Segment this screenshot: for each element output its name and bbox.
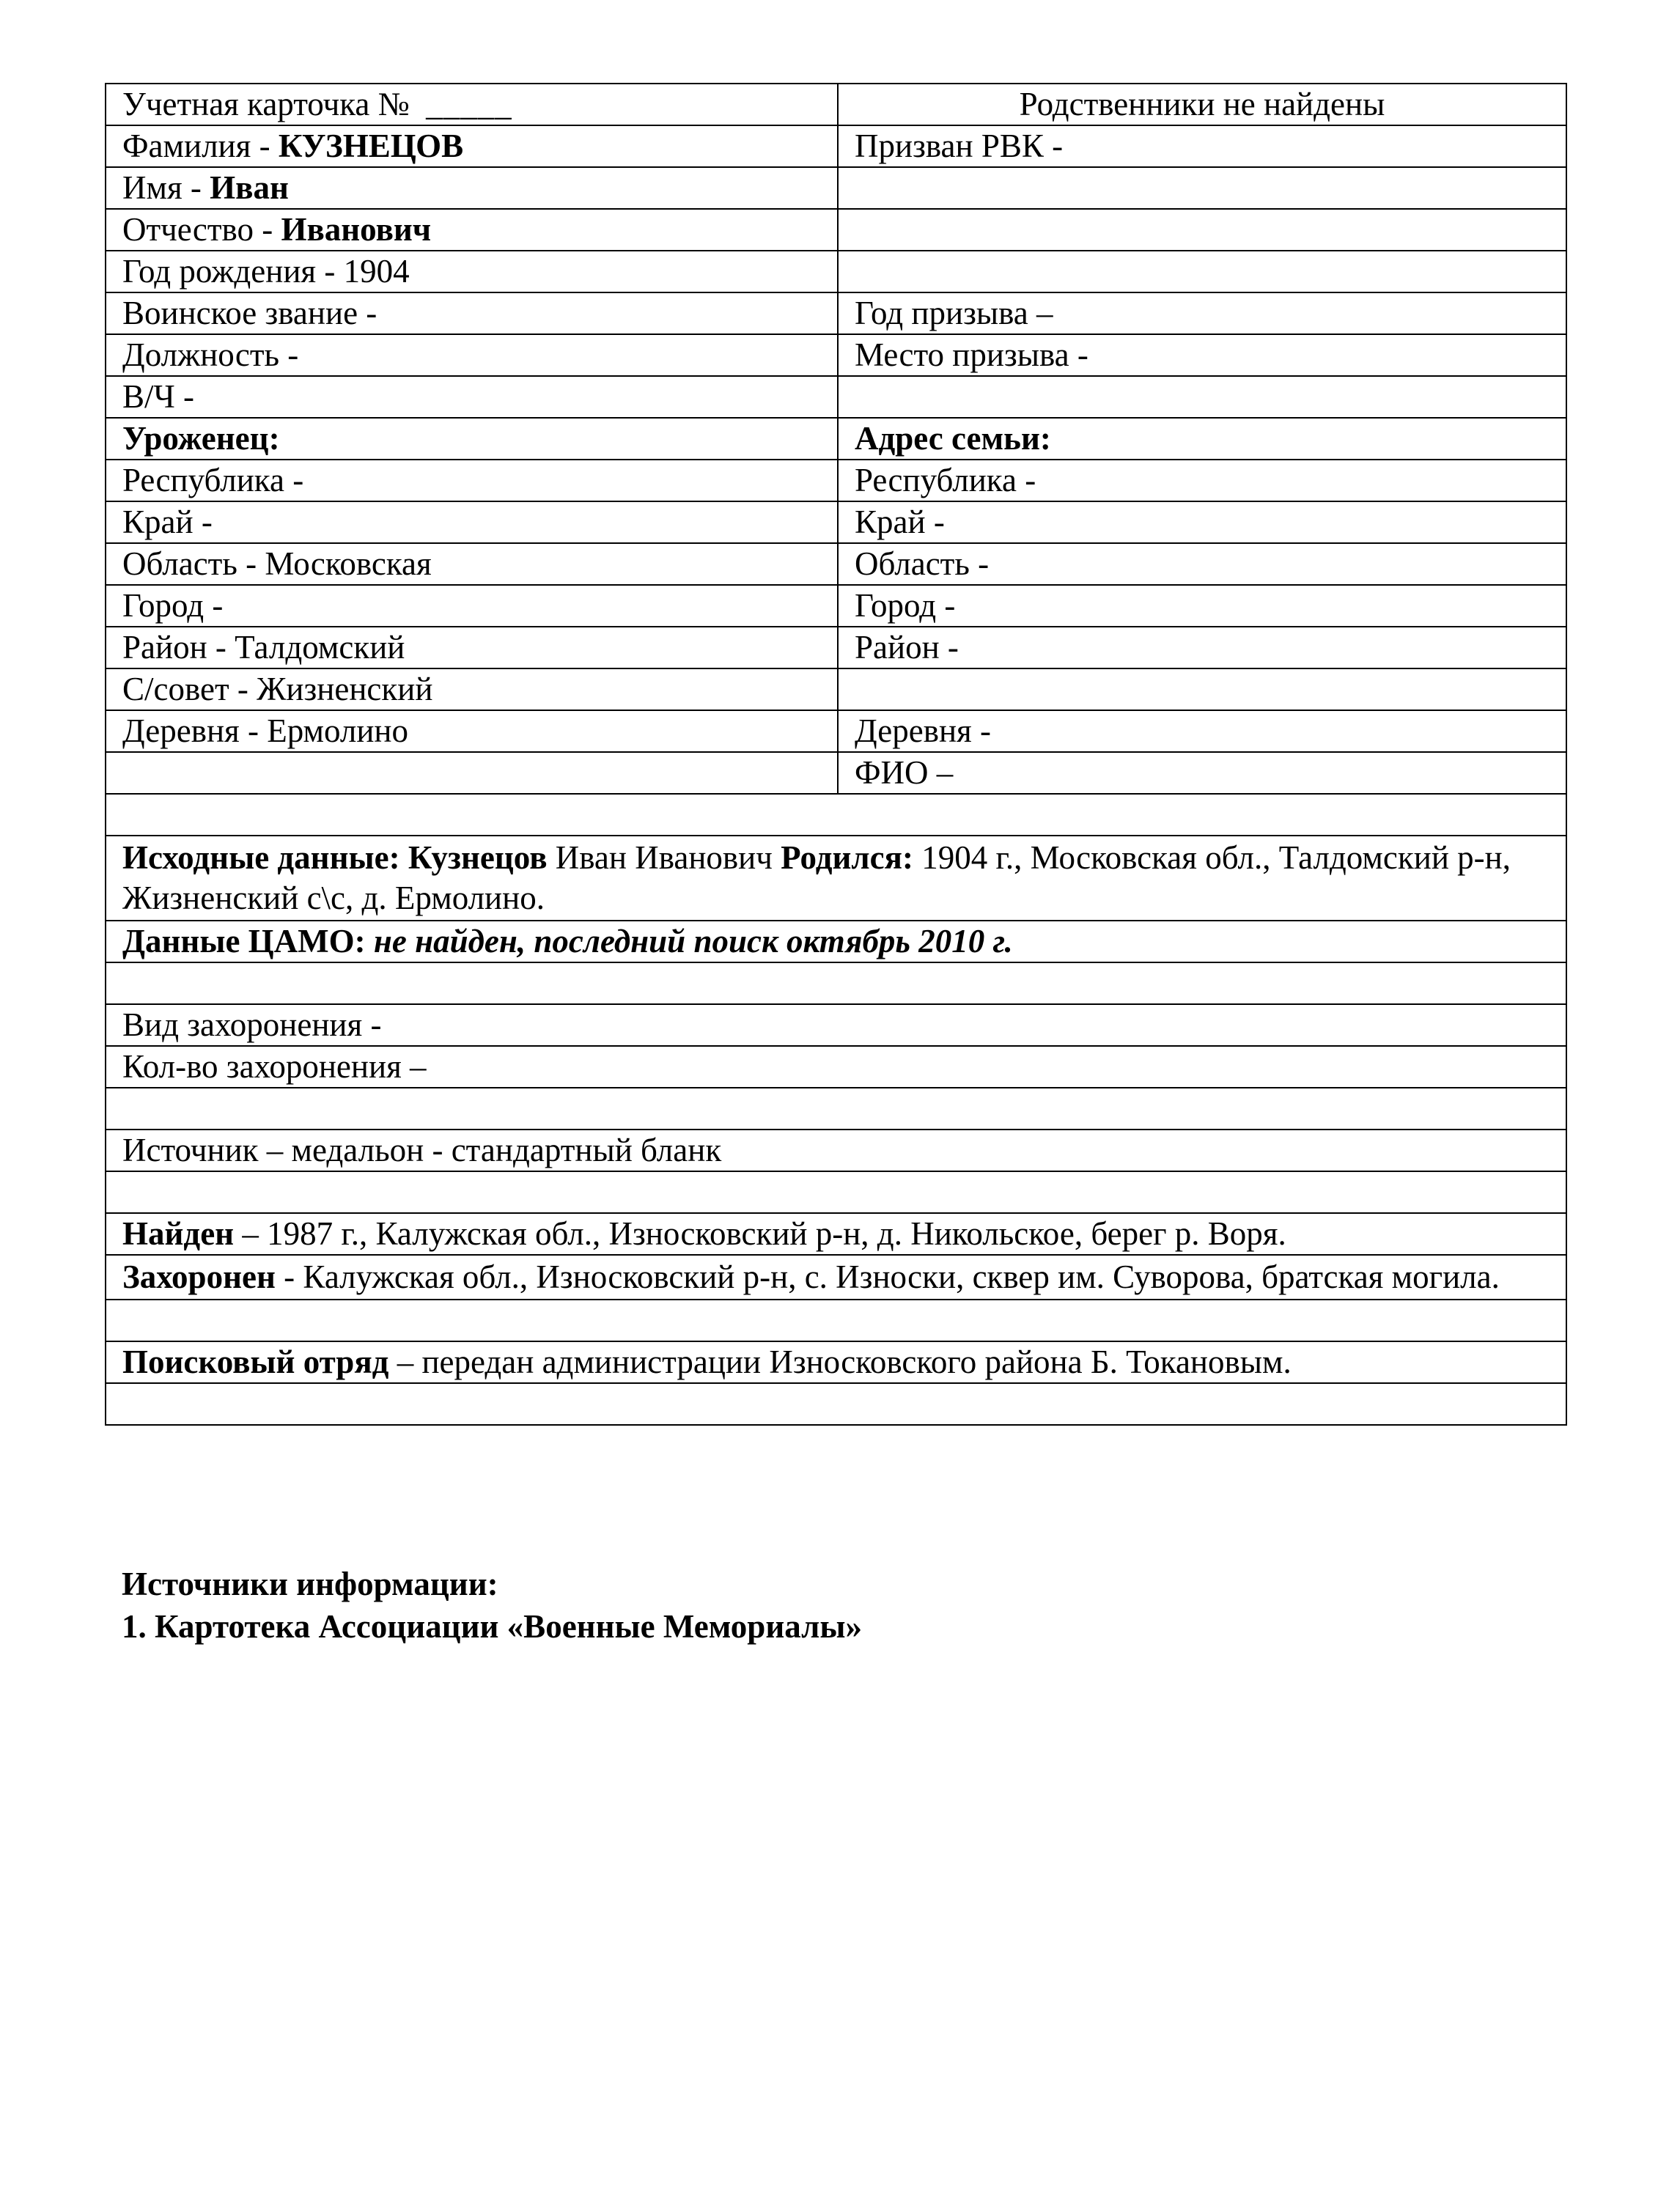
family-city: Город - — [838, 585, 1566, 627]
district-row — [106, 627, 1566, 668]
sources-heading: Источники информации: — [122, 1566, 498, 1602]
city-row — [106, 585, 1566, 627]
spacer-row — [106, 1088, 1566, 1130]
native-heading: Уроженец: — [106, 418, 838, 460]
position: Должность - — [106, 334, 838, 376]
found-row — [106, 1213, 1566, 1255]
patronymic-label: Отчество - — [122, 211, 281, 248]
empty-row — [106, 794, 1566, 836]
birth-year-row — [106, 251, 1566, 292]
krai-row — [106, 501, 1566, 543]
spacer-row — [106, 1300, 1566, 1341]
buried-row — [106, 1255, 1566, 1300]
source-data-label: Исходные данные: — [122, 839, 400, 876]
found-text: – 1987 г., Калужская обл., Износковский р-н, д. Никольское, берег р. Воря. — [234, 1215, 1286, 1252]
source-data-surname: Кузнецов — [408, 839, 548, 876]
family-oblast: Область - — [838, 543, 1566, 585]
family-village: Деревня - — [838, 710, 1566, 752]
buried-cell — [106, 1255, 1566, 1300]
sources-section — [122, 1563, 862, 1648]
tsamo-value: не найден, последний поиск октябрь 2010 г. — [373, 923, 1013, 959]
card-number-blank: _____ — [426, 86, 512, 122]
name-row — [106, 167, 1566, 209]
native-city: Город - — [106, 585, 838, 627]
empty-cell — [838, 167, 1566, 209]
empty-row — [106, 1300, 1566, 1341]
born-text: 1904 г., Московская обл., Талдомский р-н, Жизненский с\с, д. Ермолино. — [122, 839, 1511, 916]
found-label: Найден — [122, 1215, 235, 1252]
empty-cell — [838, 209, 1566, 251]
military-unit: В/Ч - — [106, 376, 838, 418]
search-team-row — [106, 1341, 1566, 1383]
position-row — [106, 334, 1566, 376]
spacer-row — [106, 1383, 1566, 1425]
burial-count: Кол-во захоронения – — [106, 1046, 1566, 1088]
spacer-row — [106, 794, 1566, 836]
draft-year: Год призыва – — [838, 292, 1566, 334]
burial-count-row — [106, 1046, 1566, 1088]
name-value: Иван — [210, 169, 289, 206]
empty-row — [106, 1171, 1566, 1213]
record-card-table — [105, 83, 1567, 1426]
republic-row — [106, 460, 1566, 501]
relatives-note: Родственники не найдены — [838, 84, 1566, 125]
search-team-label: Поисковый отряд — [122, 1344, 389, 1380]
family-krai: Край - — [838, 501, 1566, 543]
born-label: Родился: — [781, 839, 913, 876]
empty-row — [106, 962, 1566, 1004]
empty-cell — [106, 752, 838, 794]
sources-item: 1. Картотека Ассоциации «Военные Мемориалы» — [122, 1608, 863, 1645]
empty-row — [106, 1383, 1566, 1425]
oblast-row — [106, 543, 1566, 585]
village-row — [106, 710, 1566, 752]
name-label: Имя - — [122, 169, 210, 206]
info-source: Источник – медальон - стандартный бланк — [106, 1130, 1566, 1171]
empty-cell — [838, 376, 1566, 418]
tsamo-row — [106, 921, 1566, 962]
family-republic: Республика - — [838, 460, 1566, 501]
card-number-cell — [106, 84, 838, 125]
fio-row — [106, 752, 1566, 794]
military-rank: Воинское звание - — [106, 292, 838, 334]
spacer-row — [106, 962, 1566, 1004]
surname-row — [106, 125, 1566, 167]
empty-row — [106, 1088, 1566, 1130]
draft-place: Место призыва - — [838, 334, 1566, 376]
address-heading-row — [106, 418, 1566, 460]
search-team-text: – передан администрации Износковского района Б. Токановым. — [388, 1344, 1292, 1380]
name-cell — [106, 167, 838, 209]
conscripted-rvk: Призван РВК - — [838, 125, 1566, 167]
native-oblast: Область - Московская — [106, 543, 838, 585]
buried-text: - Калужская обл., Износковский р-н, с. Износки, сквер им. Суворова, братская могила. — [275, 1259, 1500, 1295]
empty-cell — [838, 668, 1566, 710]
native-village: Деревня - Ермолино — [106, 710, 838, 752]
native-district: Район - Талдомский — [106, 627, 838, 668]
surname-value: КУЗНЕЦОВ — [278, 128, 464, 164]
buried-label: Захоронен — [122, 1259, 276, 1295]
patronymic-value: Иванович — [281, 211, 432, 248]
source-row — [106, 1130, 1566, 1171]
family-district: Район - — [838, 627, 1566, 668]
card-number-label: Учетная карточка № — [122, 86, 410, 122]
tsamo-cell — [106, 921, 1566, 962]
family-address-heading: Адрес семьи: — [838, 418, 1566, 460]
native-republic: Республика - — [106, 460, 838, 501]
rank-row — [106, 292, 1566, 334]
source-data-name: Иван Иванович — [547, 839, 781, 876]
unit-row — [106, 376, 1566, 418]
selsovet-row — [106, 668, 1566, 710]
surname-cell — [106, 125, 838, 167]
patronymic-row — [106, 209, 1566, 251]
tsamo-label: Данные ЦАМО: — [122, 923, 366, 959]
family-fio: ФИО – — [838, 752, 1566, 794]
spacer-row — [106, 1171, 1566, 1213]
source-data-row — [106, 836, 1566, 921]
empty-cell — [838, 251, 1566, 292]
card-title-row — [106, 84, 1566, 125]
birth-year: Год рождения - 1904 — [106, 251, 838, 292]
burial-type: Вид захоронения - — [106, 1004, 1566, 1046]
source-data-cell — [106, 836, 1566, 921]
found-cell — [106, 1213, 1566, 1255]
search-team-cell — [106, 1341, 1566, 1383]
burial-type-row — [106, 1004, 1566, 1046]
surname-label: Фамилия - — [122, 128, 279, 164]
patronymic-cell — [106, 209, 838, 251]
native-selsovet: С/совет - Жизненский — [106, 668, 838, 710]
native-krai: Край - — [106, 501, 838, 543]
